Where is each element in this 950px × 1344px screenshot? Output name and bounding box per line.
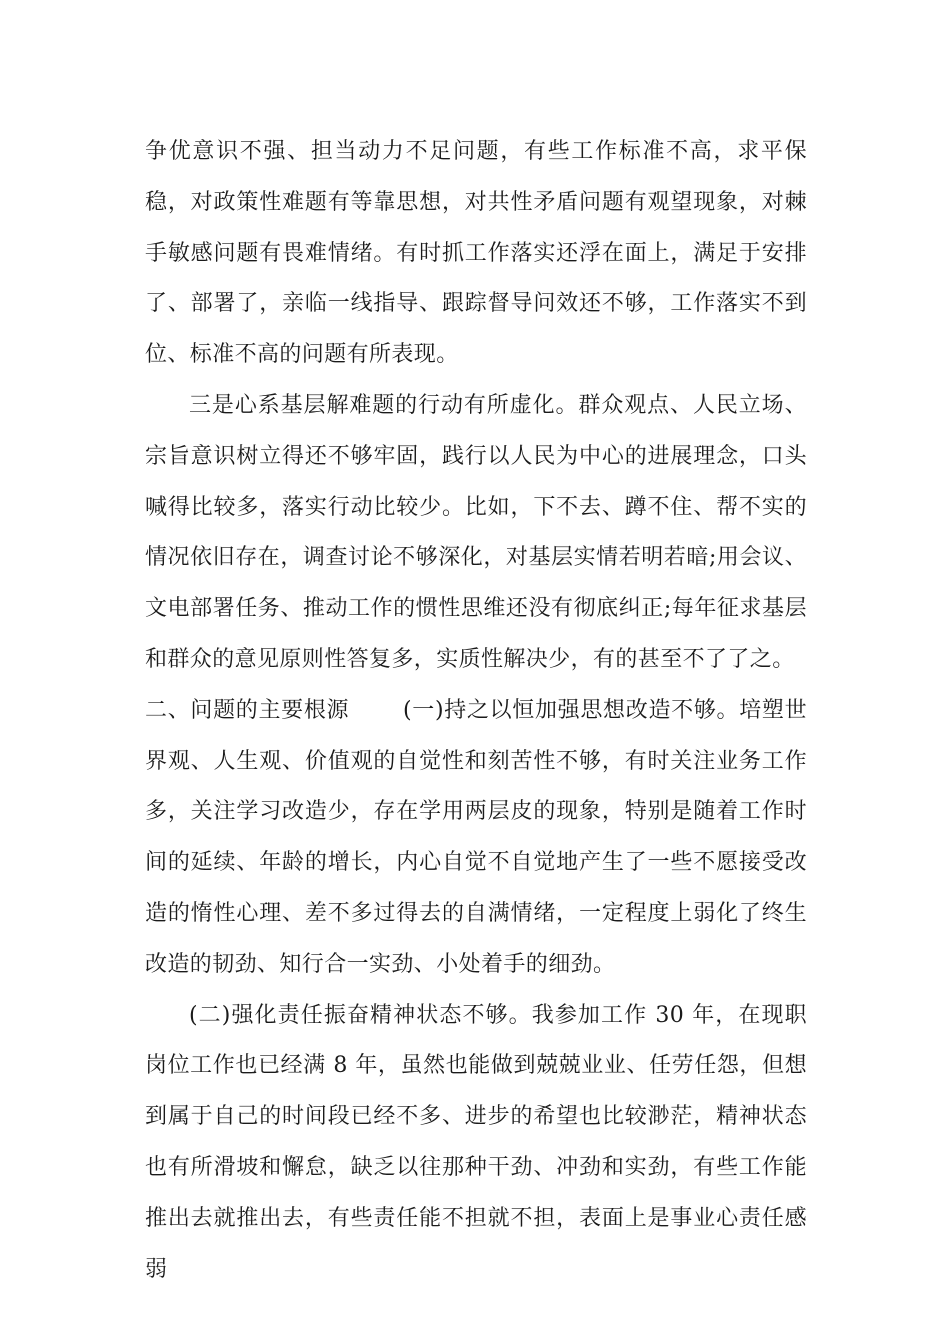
paragraph-responsibility [145,991,807,1296]
paragraph-work-standards [145,127,807,381]
section-heading: 二、问题的主要根源 [145,697,350,723]
document-body [145,127,807,1295]
paragraph-text: 争优意识不强、担当动力不足问题，有些工作标准不高，求平保稳，对政策性难题有等靠思想，对共性矛盾问题有观望现象，对棘手敏感问题有畏难情绪。有时抓工作落实还浮在面上，满足于安排了、部署了，亲临一线指导、跟踪督导问效还不够，工作落实不到位、标准不高的问题有所表现。 [145,139,807,368]
heading-gap [349,698,403,723]
paragraph-text: (一)持之以恒加强思想改造不够。培塑世界观、人生观、价值观的自觉性和刻苦性不够，有时关注业务工作多，关注学习改造少，存在学用两层皮的现象，特别是随着工作时间的延续、年龄的增长，内心自觉不自觉地产生了一些不愿接受改造的惰性心理、差不多过得去的自满情绪，一定程度上弱化了终生改造的韧劲、知行合一实劲、小处着手的细劲。 [145,697,807,977]
paragraph-grassroots-action [145,381,807,686]
paragraph-text: (二)强化责任振奋精神状态不够。我参加工作 30 年，在现职岗位工作也已经满 8 年，虽然也能做到兢兢业业、任劳任怨，但想到属于自己的时间段已经不多、进步的希望也比较渺茫，精神状态也有所滑坡和懈怠，缺乏以往那种干劲、冲劲和实劲，有些工作能推出去就推出去，有些责任能不担就不担，表面上是事业心责任感弱 [145,1002,807,1282]
paragraph-root-causes [145,686,807,991]
paragraph-text: 三是心系基层解难题的行动有所虚化。群众观点、人民立场、宗旨意识树立得还不够牢固，践行以人民为中心的进展理念，口头喊得比较多，落实行动比较少。比如，下不去、蹲不住、帮不实的情况依旧存在，调查讨论不够深化，对基层实情若明若暗;用会议、文电部署任务、推动工作的惯性思维还没有彻底纠正;每年征求基层和群众的意见原则性答复多，实质性解决少，有的甚至不了了之。 [145,392,807,672]
